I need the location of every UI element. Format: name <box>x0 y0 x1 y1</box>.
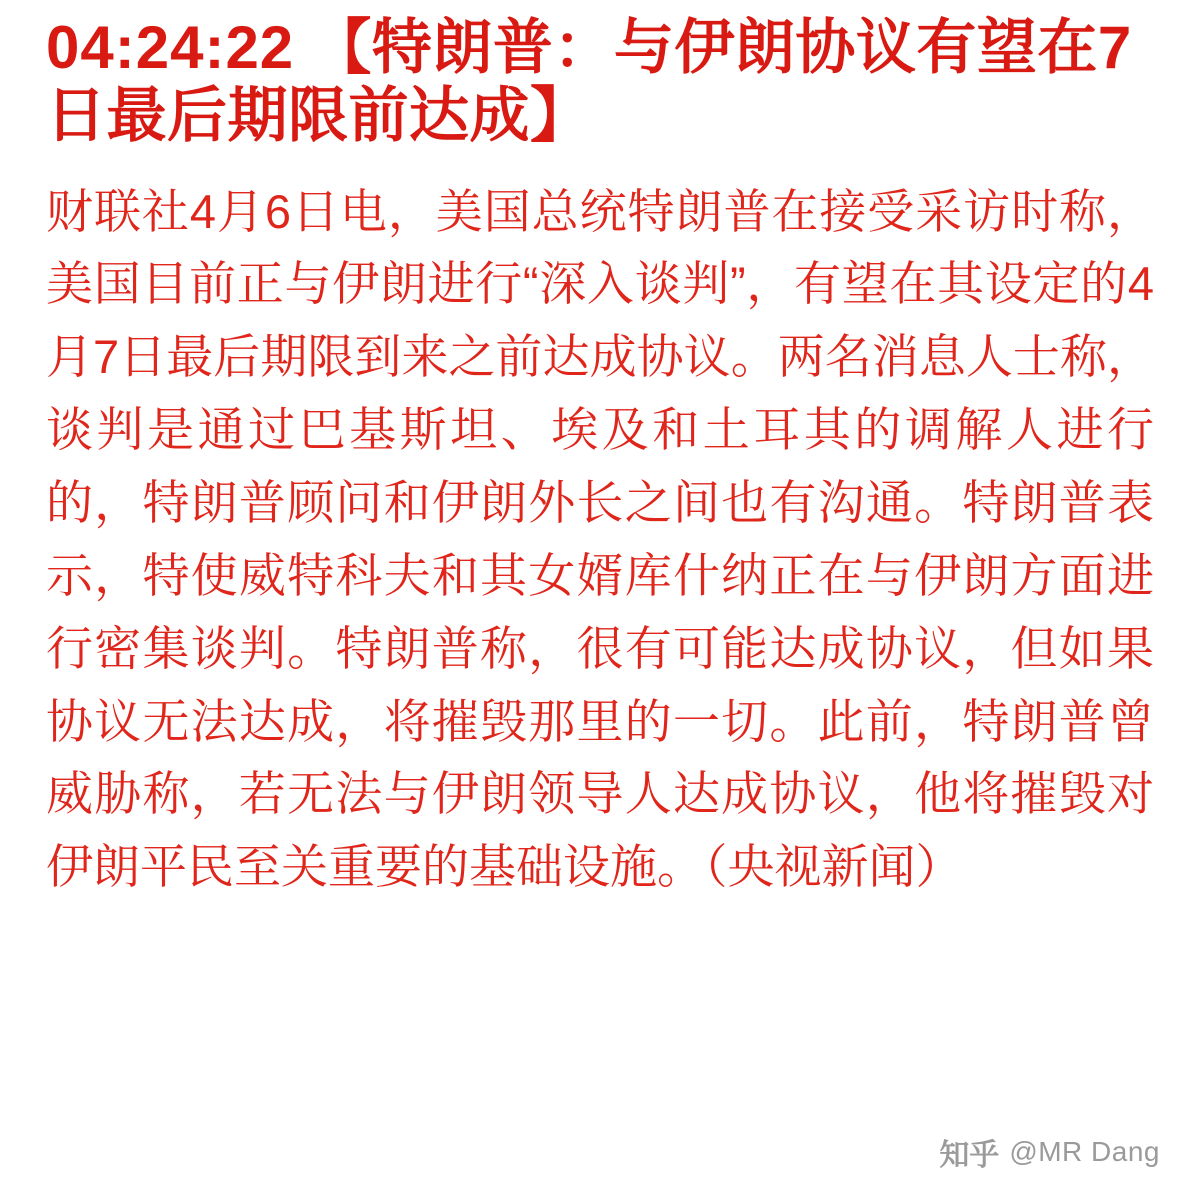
watermark-handle: @MR Dang <box>1009 1136 1160 1167</box>
watermark <box>939 1130 1160 1174</box>
article-body: 财联社4月6日电，美国总统特朗普在接受采访时称，美国目前正与伊朗进行“深入谈判”，有望在其设定的4月7日最后期限到来之前达成协议。两名消息人士称，谈判是通过巴基斯坦、埃及和土耳其的调解人进行的，特朗普顾问和伊朗外长之间也有沟通。特朗普表示，特使威特科夫和其女婿库什纳正在与伊朗方面进行密集谈判。特朗普称，很有可能达成协议，但如果协议无法达成，将摧毁那里的一切。此前，特朗普曾威胁称，若无法与伊朗领导人达成协议，他将摧毁对伊朗平民至关重要的基础设施。（央视新闻） <box>46 184 1154 894</box>
headline-timecode: 04:24:22 <box>46 14 295 81</box>
page-title <box>46 14 1154 150</box>
headline-text: 【特朗普：与伊朗协议有望在7日最后期限前达成】 <box>46 14 1132 149</box>
zhihu-logo: 知乎 <box>939 1139 1000 1172</box>
